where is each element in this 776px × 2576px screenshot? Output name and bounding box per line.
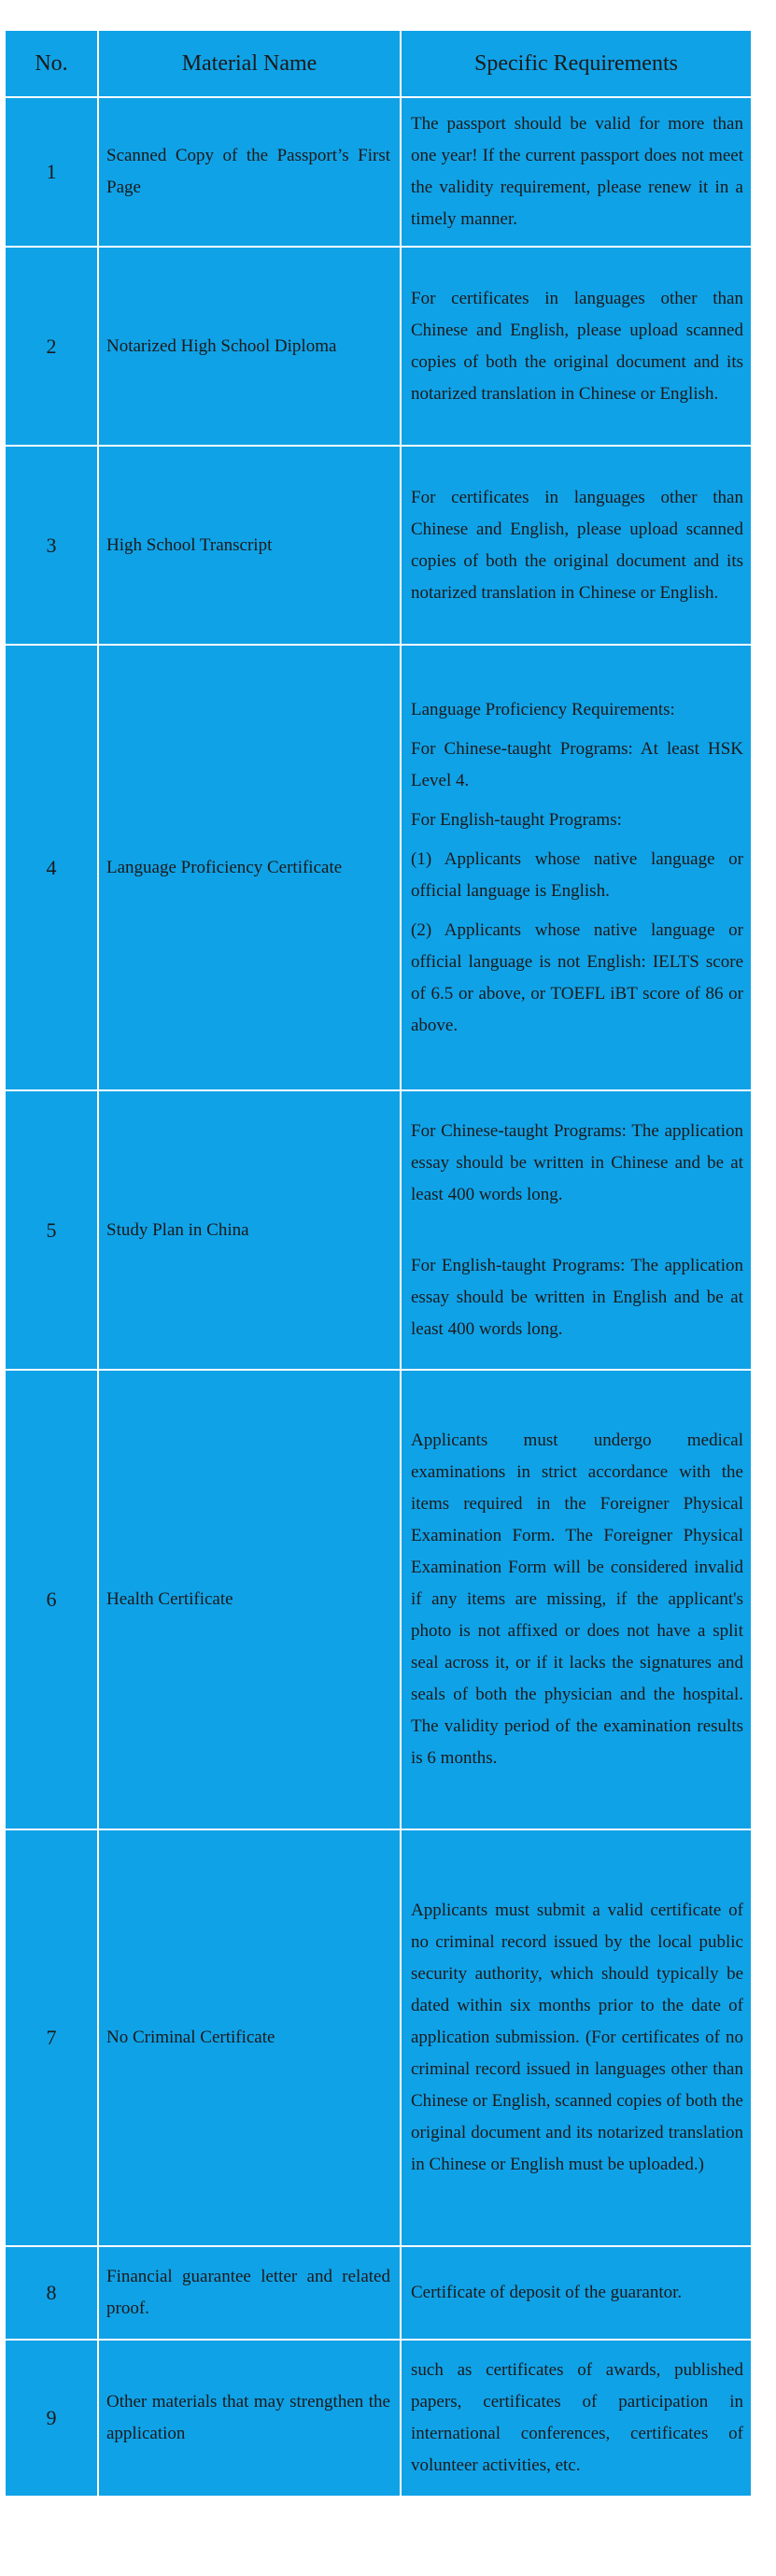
requirement-text: The passport should be valid for more than one year! If the current passport does not meet the validity requirement, please renew it in a timely manner. [411,114,743,229]
requirement-text: Applicants must submit a valid certificate of no criminal record issued by the local public security authority, which should typically be dated within six months prior to the date of application submission. (For certificates of no criminal record issued in languages other than Chinese or English, scanned copies of both the original document and its notarized translation in Chinese or English must be uploaded.) [411,1900,743,2174]
requirements-cell [401,446,752,645]
material-name: Notarized High School Diploma [98,247,401,446]
requirements-cell [401,645,752,1090]
row-number: 2 [5,247,98,446]
requirement-text: Applicants must undergo medical examinations in strict accordance with the items required in the Foreigner Physical Examination Form. The Foreigner Physical Examination Form will be considered invalid if any items are missing, if the applicant's photo is not affixed or does not have a split seal across it, or if it lacks the signatures and seals of both the physician and the hospital. The validity period of the examination results is 6 months. [411,1430,743,1768]
row-number: 1 [5,97,98,247]
table-row [5,1090,752,1370]
material-name: Language Proficiency Certificate [98,645,401,1090]
table-row [5,2246,752,2340]
header-material-name: Material Name [98,30,401,97]
row-number: 9 [5,2340,98,2497]
row-number: 3 [5,446,98,645]
table-row [5,645,752,1090]
requirement-text: For English-taught Programs: The application essay should be written in English and be at least 400 words long. [411,1255,743,1339]
table-row [5,446,752,645]
requirements-cell [401,1370,752,1829]
material-name: High School Transcript [98,446,401,645]
requirement-text: (2) Applicants whose native language or official language is not English: IELTS score of 6.5 or above, or TOEFL iBT score of 86 or above. [411,919,743,1035]
requirement-text: Certificate of deposit of the guarantor. [411,2283,683,2302]
materials-table [4,29,753,2498]
requirement-text: such as certificates of awards, published papers, certificates of participation in international conferences, certificates of volunteer activities, etc. [411,2360,743,2475]
requirements-cell [401,2246,752,2340]
row-number: 7 [5,1829,98,2246]
header-no: No. [5,30,98,97]
row-number: 6 [5,1370,98,1829]
requirement-text: For Chinese-taught Programs: The application essay should be written in Chinese and be at least 400 words long. [411,1120,743,1204]
table-row [5,1829,752,2246]
table-row [5,247,752,446]
requirement-text: For certificates in languages other than Chinese and English, please upload scanned copies of both the original document and its notarized translation in Chinese or English. [411,288,743,404]
material-name: Scanned Copy of the Passport’s First Page [98,97,401,247]
material-name: No Criminal Certificate [98,1829,401,2246]
table-row [5,2340,752,2497]
header-specific-requirements: Specific Requirements [401,30,752,97]
requirement-text: For certificates in languages other than Chinese and English, please upload scanned copies of both the original document and its notarized translation in Chinese or English. [411,487,743,603]
table-row [5,97,752,247]
requirement-text: Language Proficiency Requirements: [411,699,675,719]
header-row [5,30,752,97]
requirements-cell [401,1090,752,1370]
row-number: 8 [5,2246,98,2340]
requirement-text: For English-taught Programs: [411,809,622,830]
requirement-text: (1) Applicants whose native language or official language is English. [411,848,743,901]
requirements-cell [401,1829,752,2246]
requirement-text: For Chinese-taught Programs: At least HSK Level 4. [411,738,743,790]
requirements-cell [401,97,752,247]
material-name: Other materials that may strengthen the application [98,2340,401,2497]
material-name: Study Plan in China [98,1090,401,1370]
row-number: 4 [5,645,98,1090]
table-row [5,1370,752,1829]
requirements-cell [401,247,752,446]
material-name: Financial guarantee letter and related proof. [98,2246,401,2340]
material-name: Health Certificate [98,1370,401,1829]
row-number: 5 [5,1090,98,1370]
requirements-cell [401,2340,752,2497]
